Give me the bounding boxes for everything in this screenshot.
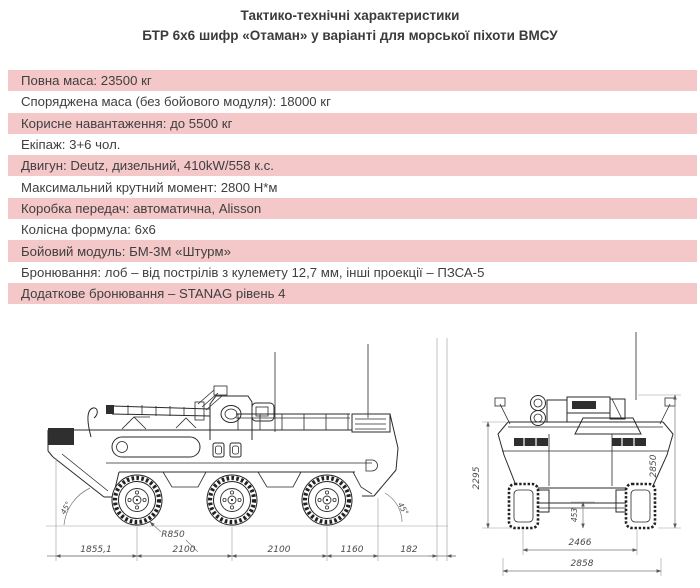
spec-row-full-mass: Повна маса: 23500 кг xyxy=(8,70,697,91)
drawings-svg xyxy=(0,330,700,588)
spec-row-wheel-formula: Колісна формула: 6х6 xyxy=(21,222,156,238)
departure-angle-label: 45° xyxy=(395,500,411,517)
dim-rear-2: 182 xyxy=(400,545,418,555)
wheel-2 xyxy=(207,475,257,525)
specs-table xyxy=(8,70,697,304)
front-wheel-left xyxy=(509,484,538,528)
radius-arrow xyxy=(150,522,161,532)
side-extension-lines xyxy=(56,338,447,561)
spec-row-combat-module: Бойовий модуль: БМ-3М «Штурм» xyxy=(8,240,697,261)
spec-row-payload: Корисне навантаження: до 5500 кг xyxy=(8,113,697,134)
dim-ground-clearance: 453 xyxy=(570,507,579,523)
wheel-radius-label: R850 xyxy=(161,530,185,540)
approach-angle-label: 45° xyxy=(58,499,73,516)
deck-hatch-1-inner xyxy=(216,446,222,454)
spec-row-torque: Максимальний крутний момент: 2800 Н*м xyxy=(21,179,278,195)
spec-row-curb-mass: Споряджена маса (без бойового модуля): 18000 кг xyxy=(21,94,331,110)
spec-row-engine: Двигун: Deutz, дизельний, 410kW/558 к.с. xyxy=(8,155,697,176)
dim-rear-1: 1160 xyxy=(340,545,364,555)
dim-track-width: 2466 xyxy=(568,538,592,548)
spec-row-armor: Бронювання: лоб – від пострілів з кулемету 12,7 мм, інші проекції – ПЗСА-5 xyxy=(21,264,485,280)
trim-vane xyxy=(112,437,200,457)
turret-front-shield xyxy=(575,418,641,434)
dim-front-overhang: 1855,1 xyxy=(80,545,112,555)
side-view-drawing xyxy=(46,338,456,561)
spec-row-gearbox: Коробка передач: автоматична, Alisson xyxy=(8,198,697,219)
spec-row-extra-armor: Додаткове бронювання – STANAG рівень 4 xyxy=(8,283,697,304)
bow-hook-antenna xyxy=(88,408,97,437)
dim-overall-width: 2858 xyxy=(570,559,594,569)
trim-vane-end xyxy=(117,442,128,453)
dim-hull-height: 2295 xyxy=(472,466,482,490)
front-view-drawing xyxy=(472,332,681,576)
roof-equipment xyxy=(531,396,642,435)
wheel-1 xyxy=(112,475,162,525)
deck-railing xyxy=(236,414,350,430)
title-line-1: Тактико-технічні характеристики xyxy=(240,8,460,23)
dim-wheelbase-1: 2100 xyxy=(172,545,196,555)
deck-hatch-2-inner xyxy=(233,446,239,454)
spec-row-crew: Екіпаж: 3+6 чол. xyxy=(21,137,121,153)
title-line-2: БТР 6х6 шифр «Отаман» у варіанті для морської піхоти ВМСУ xyxy=(142,28,558,43)
page-title xyxy=(0,6,700,46)
dim-wheelbase-2: 2100 xyxy=(267,545,291,555)
combat-module xyxy=(106,386,274,440)
front-wheel-right xyxy=(626,484,655,528)
technical-drawings xyxy=(0,330,700,588)
deck-hatch-1 xyxy=(213,443,224,457)
deck-hatch-2 xyxy=(230,443,241,457)
dim-overall-height: 2850 xyxy=(649,454,659,478)
wheel-3 xyxy=(302,475,352,525)
